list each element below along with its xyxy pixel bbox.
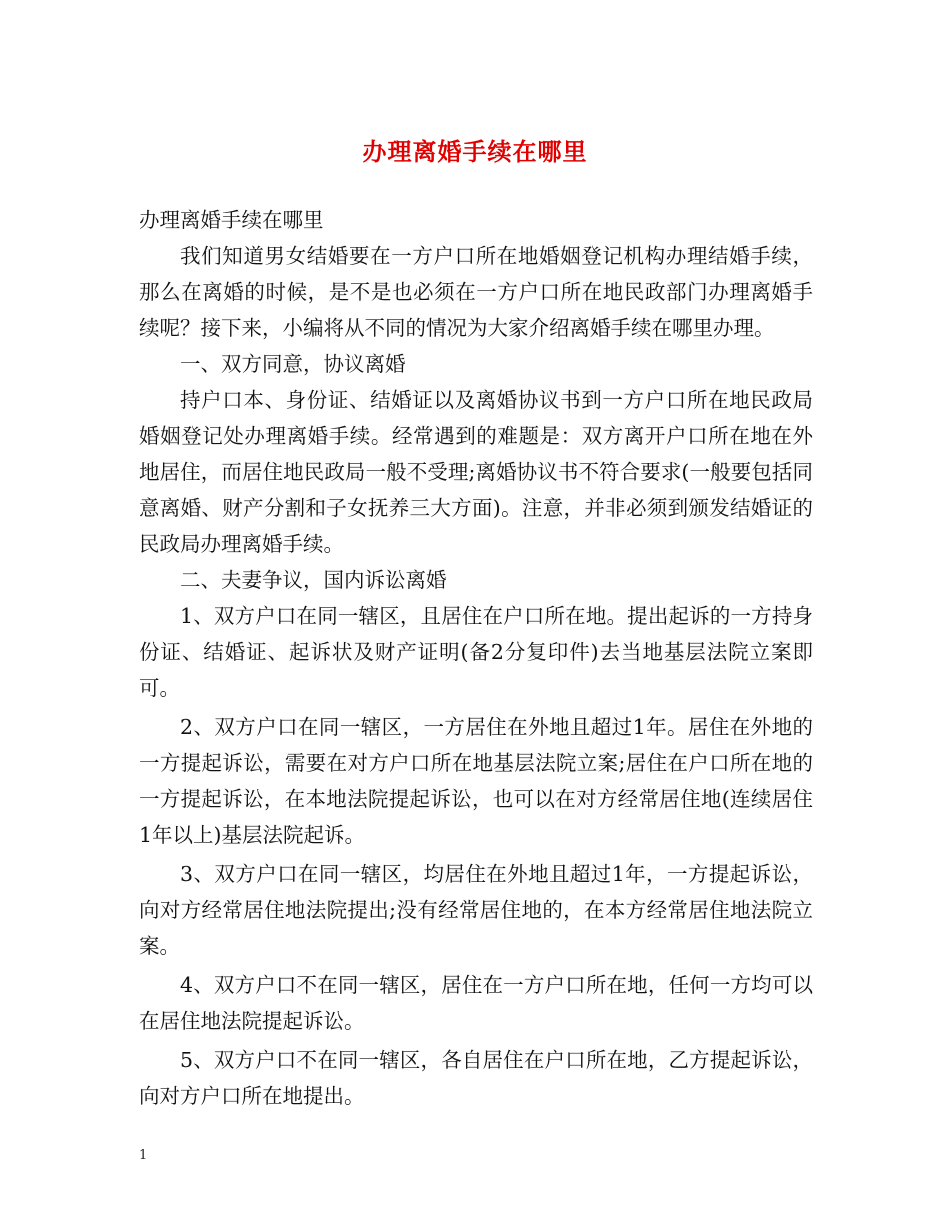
paragraph-case-3: 3、双方户口在同一辖区，均居住在外地且超过1年，一方提起诉讼，向对方经常居住地法院提出;没有经常居住地的，在本方经常居住地法院立案。 bbox=[139, 862, 813, 958]
paragraph-case-1: 1、双方户口在同一辖区，且居住在户口所在地。提出起诉的一方持身份证、结婚证、起诉状及财产证明(备2分复印件)去当地基层法院立案即可。 bbox=[139, 604, 813, 700]
document-body bbox=[139, 202, 813, 1114]
page-number: 1 bbox=[139, 1148, 148, 1163]
document-subtitle: 办理离婚手续在哪里 bbox=[139, 208, 324, 232]
paragraph-agreement-divorce: 持户口本、身份证、结婚证以及离婚协议书到一方户口所在地民政局婚姻登记处办理离婚手续。经常遇到的难题是：双方离开户口所在地在外地居住，而居住地民政局一般不受理;离婚协议书不符合要求(一般要包括同意离婚、财产分割和子女抚养三大方面)。注意，并非必须到颁发结婚证的民政局办理离婚手续。 bbox=[139, 388, 813, 556]
section-heading-litigation-divorce: 二、夫妻争议，国内诉讼离婚 bbox=[180, 568, 447, 592]
document-title: 办理离婚手续在哪里 bbox=[362, 137, 588, 166]
paragraph-intro: 我们知道男女结婚要在一方户口所在地婚姻登记机构办理结婚手续，那么在离婚的时候，是不是也必须在一方户口所在地民政部门办理离婚手续呢？接下来，小编将从不同的情况为大家介绍离婚手续在哪里办理。 bbox=[139, 244, 813, 340]
paragraph-case-5: 5、双方户口不在同一辖区，各自居住在户口所在地，乙方提起诉讼，向对方户口所在地提出。 bbox=[139, 1048, 813, 1108]
section-heading-agreement-divorce: 一、双方同意，协议离婚 bbox=[180, 352, 406, 376]
paragraph-case-2: 2、双方户口在同一辖区，一方居住在外地且超过1年。居住在外地的一方提起诉讼，需要在对方户口所在地基层法院立案;居住在户口所在地的一方提起诉讼，在本地法院提起诉讼，也可以在对方经常居住地(连续居住1年以上)基层法院起诉。 bbox=[139, 715, 813, 847]
paragraph-case-4: 4、双方户口不在同一辖区，居住在一方户口所在地，任何一方均可以在居住地法院提起诉讼。 bbox=[139, 973, 813, 1033]
